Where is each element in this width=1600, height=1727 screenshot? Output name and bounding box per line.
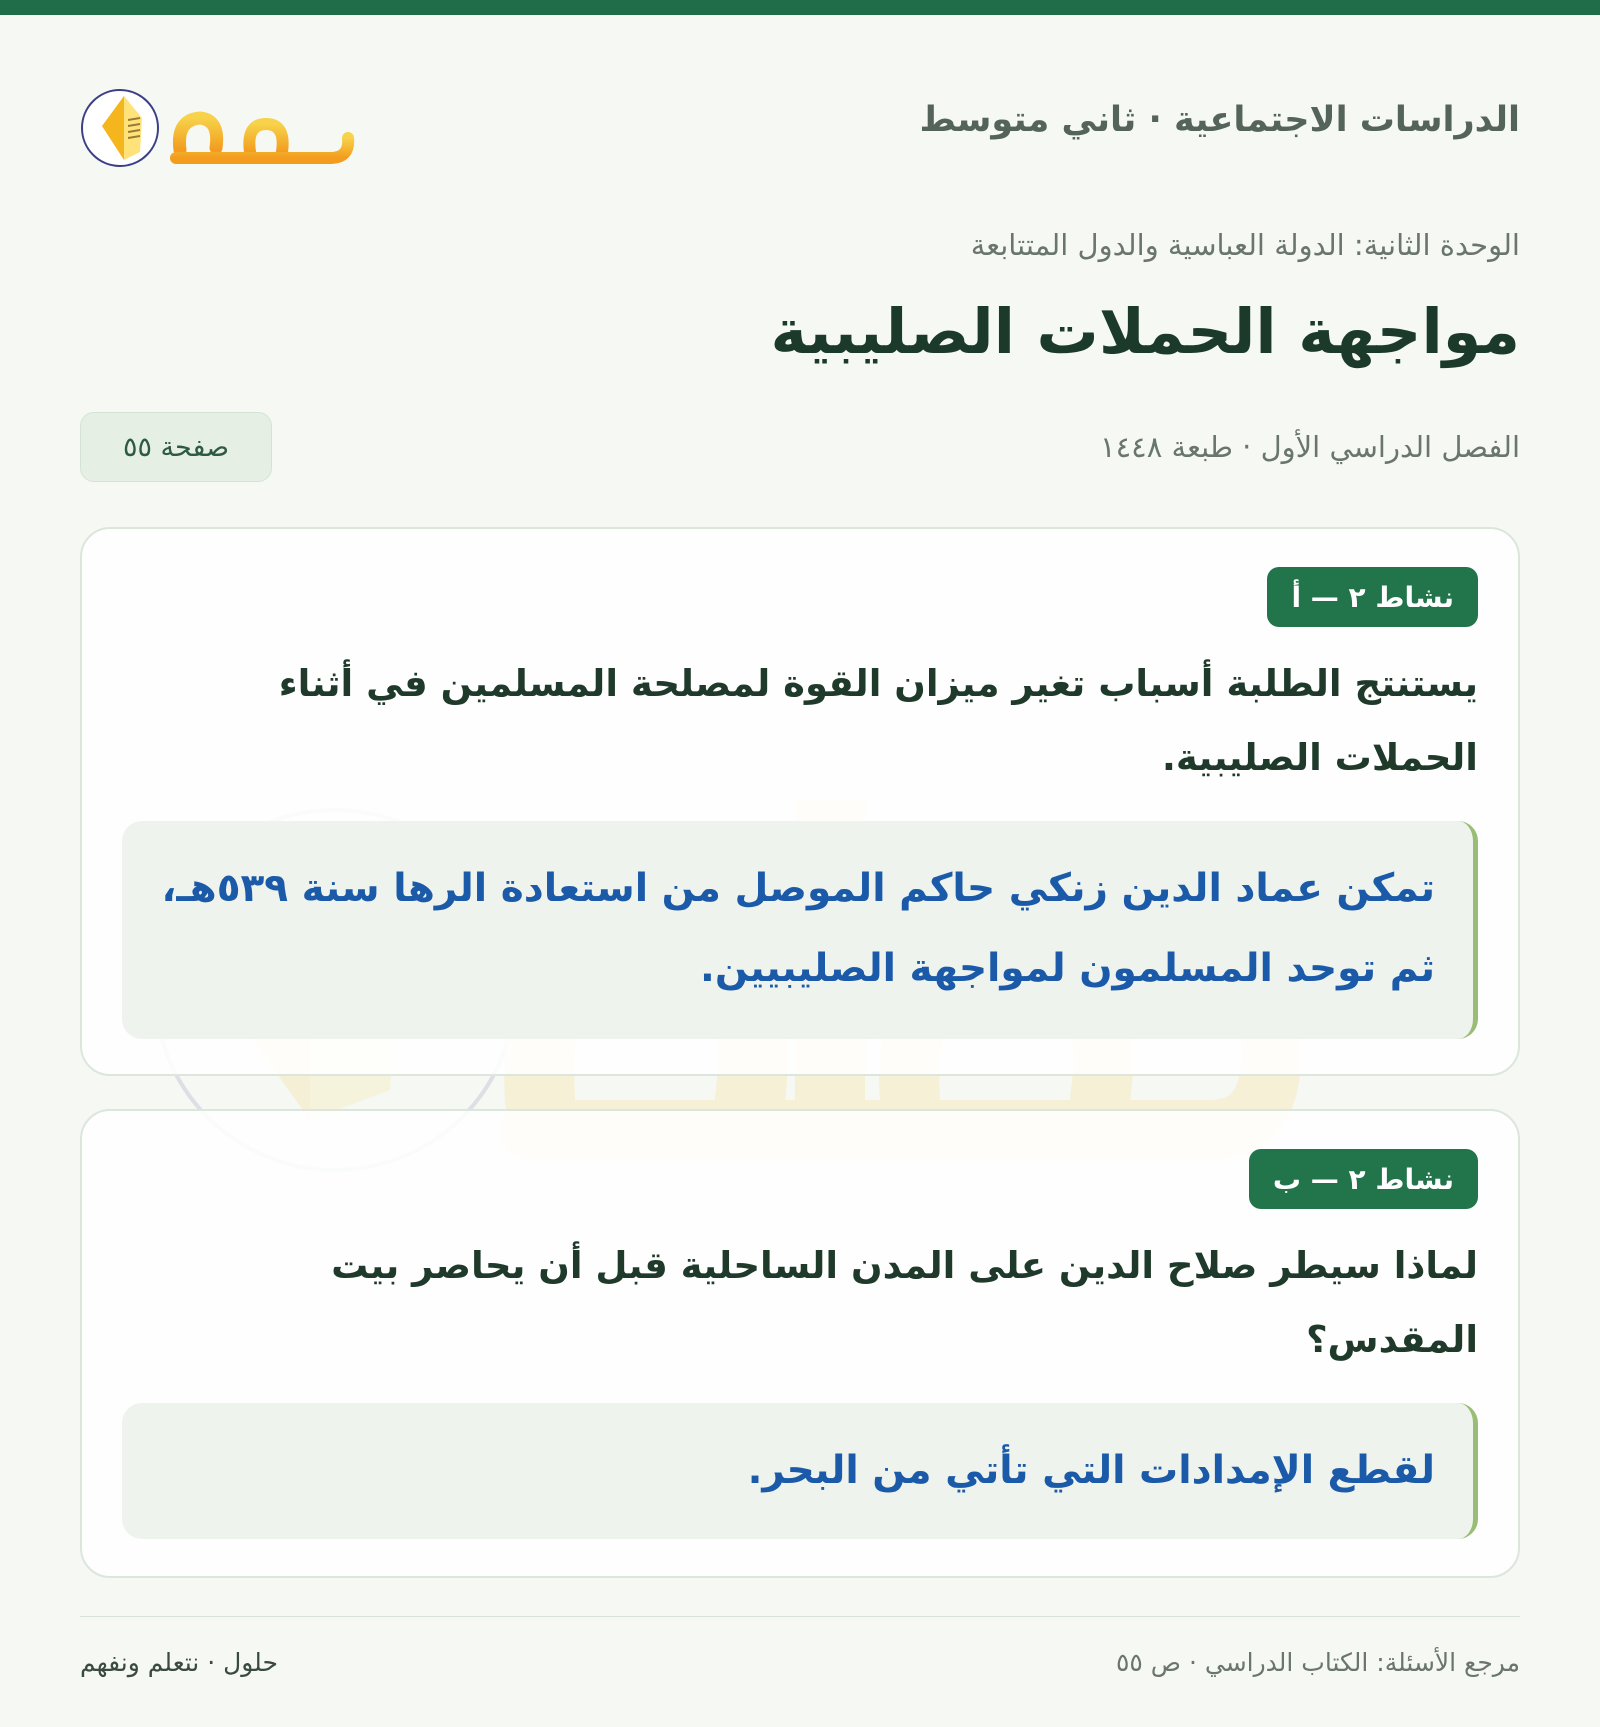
- top-accent-bar: [0, 0, 1600, 15]
- page-title: مواجهة الحملات الصليبية: [770, 295, 1520, 368]
- activity-card-a: [80, 527, 1520, 1076]
- subject-title: الدراسات الاجتماعية · ثاني متوسط: [919, 100, 1520, 140]
- footer-brand[interactable]: حلول · نتعلم ونفهم: [80, 1648, 278, 1677]
- hulool-logo[interactable]: [80, 68, 370, 188]
- header: [80, 60, 1520, 200]
- unit-label: الوحدة الثانية: الدولة العباسية والدول المتتابعة: [970, 228, 1520, 262]
- page-number-badge: صفحة ٥٥: [80, 412, 272, 482]
- logo-text: حلول: [80, 68, 83, 69]
- activity-answer: لقطع الإمدادات التي تأتي من البحر.: [122, 1403, 1478, 1539]
- activity-question: يستنتج الطلبة أسباب تغير ميزان القوة لمصلحة المسلمين في أثناء الحملات الصليبية.: [278, 662, 1478, 779]
- footer-reference: مرجع الأسئلة: الكتاب الدراسي · ص ٥٥: [1115, 1648, 1520, 1677]
- activity-answer: تمكن عماد الدين زنكي حاكم الموصل من استعادة الرها سنة ٥٣٩هـ، ثم توحد المسلمون لمواجهة الصليبيين.: [122, 821, 1478, 1039]
- term-edition: الفصل الدراسي الأول · طبعة ١٤٤٨: [1100, 430, 1520, 464]
- activity-question: لماذا سيطر صلاح الدين على المدن الساحلية قبل أن يحاصر بيت المقدس؟: [331, 1244, 1478, 1361]
- activity-badge: نشاط ٢ — ب: [1249, 1149, 1478, 1209]
- footer-divider: [80, 1616, 1520, 1617]
- activity-badge: نشاط ٢ — أ: [1267, 567, 1478, 627]
- activity-card-b: [80, 1109, 1520, 1578]
